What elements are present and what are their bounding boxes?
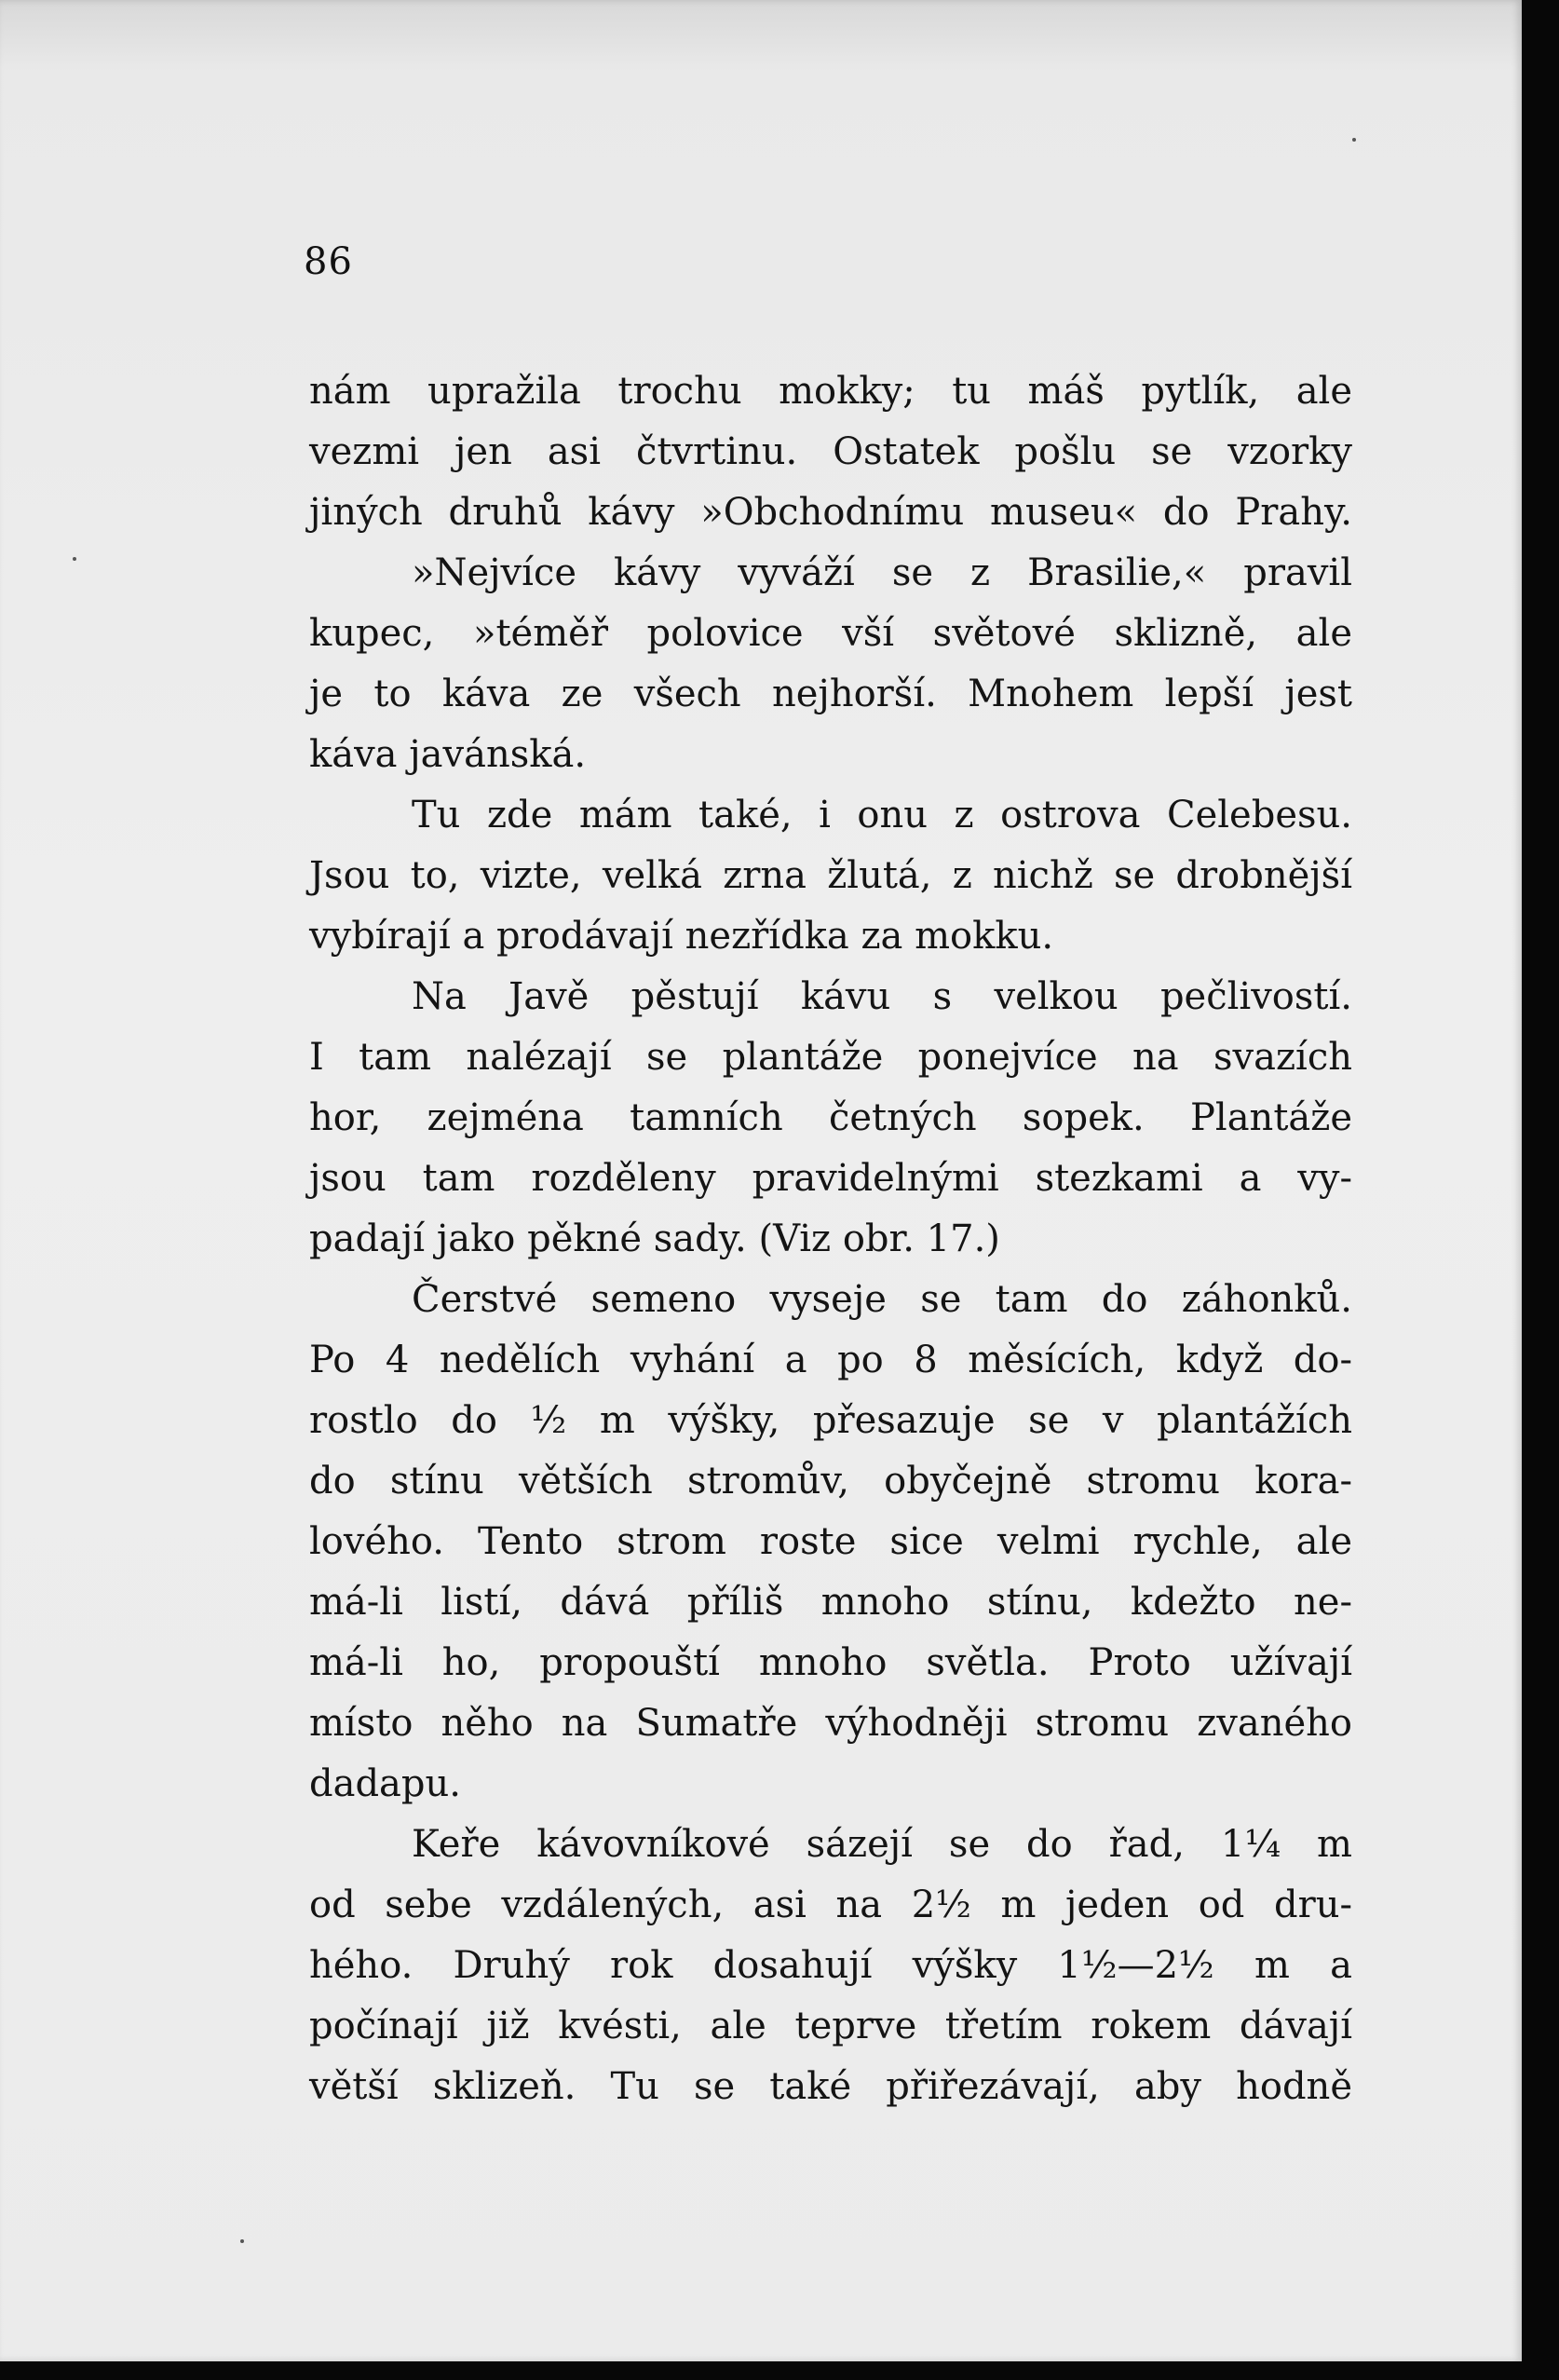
text-line: »Nejvíce kávy vyváží se z Brasilie,« pravil: [412, 551, 1352, 594]
text-line: jiných druhů kávy »Obchodnímu museu« do Prahy.: [309, 491, 1352, 534]
text-line: má-li ho, propouští mnoho světla. Proto užívají: [309, 1641, 1352, 1684]
paper-speck: [1352, 138, 1356, 142]
text-line: má-li listí, dává příliš mnoho stínu, kdežto ne-: [309, 1581, 1352, 1624]
text-line: rostlo do ½ m výšky, přesazuje se v plantážích: [309, 1399, 1352, 1442]
text-line: Jsou to, vizte, velká zrna žlutá, z nichž se drobnější: [309, 854, 1352, 897]
text-line: místo něho na Sumatře výhodněji stromu zvaného: [309, 1702, 1352, 1745]
text-line: lového. Tento strom roste sice velmi rychle, ale: [309, 1520, 1352, 1563]
text-line: větší sklizeň. Tu se také přiřezávají, aby hodně: [309, 2065, 1352, 2108]
text-line: padají jako pěkné sady. (Viz obr. 17.): [309, 1217, 1000, 1260]
text-line: hor, zejména tamních četných sopek. Plantáže: [309, 1096, 1352, 1139]
text-line: je to káva ze všech nejhorší. Mnohem lepší jest: [309, 673, 1352, 715]
text-line: do stínu větších stromův, obyčejně stromu kora-: [309, 1460, 1352, 1503]
text-line: I tam nalézají se plantáže ponejvíce na svazích: [309, 1036, 1352, 1079]
body-text: [309, 361, 1352, 2117]
text-line: Po 4 nedělích vyhání a po 8 měsících, když do-: [309, 1339, 1352, 1381]
text-line: Tu zde mám také, i onu z ostrova Celebesu.: [412, 794, 1352, 836]
text-line: káva javánská.: [309, 733, 587, 776]
text-line: Čerstvé semeno vyseje se tam do záhonků.: [412, 1278, 1352, 1321]
text-line: hého. Druhý rok dosahují výšky 1½—2½ m a: [309, 1944, 1352, 1987]
text-line: od sebe vzdálených, asi na 2½ m jeden od dru-: [309, 1884, 1352, 1926]
text-line: nám upražila trochu mokky; tu máš pytlík, ale: [309, 370, 1352, 413]
paper-speck: [240, 2239, 244, 2243]
text-line: Keře kávovníkové sázejí se do řad, 1¼ m: [412, 1823, 1352, 1866]
page-number: 86: [304, 240, 353, 283]
text-line: kupec, »téměř polovice vší světové sklizně, ale: [309, 612, 1352, 655]
paper-speck: [73, 557, 76, 561]
text-line: počínají již kvésti, ale teprve třetím rokem dávají: [309, 2005, 1352, 2047]
text-line: vybírají a prodávají nezřídka za mokku.: [309, 915, 1054, 958]
text-line: vezmi jen asi čtvrtinu. Ostatek pošlu se vzorky: [309, 430, 1352, 473]
scan-edge-bottom: [0, 2361, 1559, 2380]
text-line: dadapu.: [309, 1762, 461, 1805]
scan-edge-right: [1522, 0, 1559, 2380]
text-line: jsou tam rozděleny pravidelnými stezkami a vy-: [309, 1157, 1352, 1200]
text-line: Na Javě pěstují kávu s velkou pečlivostí.: [412, 975, 1352, 1018]
